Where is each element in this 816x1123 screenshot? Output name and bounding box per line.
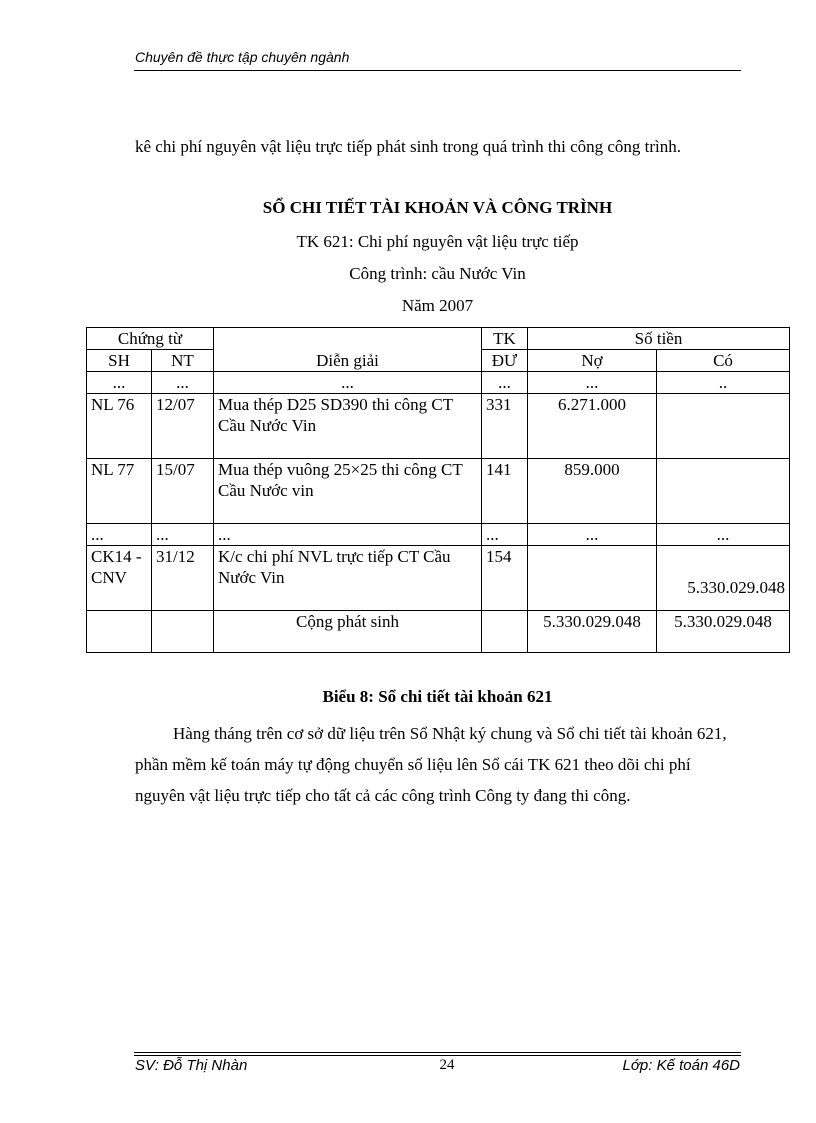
intro-paragraph: kê chi phí nguyên vật liệu trực tiếp phát sinh trong quá trình thi công công trình.	[135, 137, 682, 156]
col-header-sh: SH	[87, 350, 152, 372]
col-header-tk: TK	[482, 328, 528, 350]
cell-sh: ...	[87, 524, 152, 546]
footer-divider-secondary	[134, 1055, 741, 1056]
body-paragraph	[135, 718, 740, 811]
cell-tk: 141	[482, 459, 528, 524]
table-row	[87, 394, 790, 459]
cell-no: ...	[528, 524, 657, 546]
table-row	[87, 372, 790, 394]
cell-co: ..	[657, 372, 790, 394]
col-header-co: Có	[657, 350, 790, 372]
cell-desc: Mua thép D25 SD390 thi công CT Cầu Nước Vin	[214, 394, 482, 459]
body-paragraph-text: Hàng tháng trên cơ sở dữ liệu trên Sổ Nhật ký chung và Sổ chi tiết tài khoản 621, phần mềm kế toán máy tự động chuyển số liệu lên Sổ cái TK 621 theo dõi chi phí nguyên vật liệu trực tiếp cho tất cả các công trình Công ty đang thi công.	[135, 724, 727, 805]
cell-sh: NL 76	[87, 394, 152, 459]
cell-nt: 31/12	[152, 546, 214, 611]
cell-no: ...	[528, 372, 657, 394]
cell-tk: 154	[482, 546, 528, 611]
cell-nt	[152, 611, 214, 653]
account-line: TK 621: Chi phí nguyên vật liệu trực tiếp	[296, 232, 579, 251]
cell-no: 859.000	[528, 459, 657, 524]
cell-sh: NL 77	[87, 459, 152, 524]
cell-nt: 15/07	[152, 459, 214, 524]
ledger-table	[86, 327, 790, 653]
project-line: Công trình: cầu Nước Vin	[349, 264, 526, 283]
table-caption: Biểu 8: Sổ chi tiết tài khoản 621	[322, 687, 553, 706]
cell-tk: 331	[482, 394, 528, 459]
cell-nt: 12/07	[152, 394, 214, 459]
cell-tk: ...	[482, 372, 528, 394]
cell-co	[657, 394, 790, 459]
cell-sh	[87, 611, 152, 653]
table-total-row	[87, 611, 790, 653]
footer-divider	[134, 1052, 741, 1053]
page-number: 24	[439, 1057, 455, 1073]
table-row	[87, 546, 790, 611]
cell-no	[528, 546, 657, 611]
footer-student: SV: Đỗ Thị Nhàn	[135, 1057, 248, 1074]
header-divider	[134, 70, 741, 71]
cell-nt: ...	[152, 372, 214, 394]
cell-tk: ...	[482, 524, 528, 546]
cell-desc: K/c chi phí NVL trực tiếp CT Cầu Nước Vin	[214, 546, 482, 611]
cell-desc: ...	[214, 524, 482, 546]
col-header-chung-tu: Chứng từ	[87, 328, 214, 350]
running-header: Chuyên đề thực tập chuyên ngành	[135, 49, 350, 65]
total-label: Cộng phát sinh	[214, 611, 482, 653]
ledger-title: SỔ CHI TIẾT TÀI KHOẢN VÀ CÔNG TRÌNH	[262, 198, 613, 217]
cell-no: 6.271.000	[528, 394, 657, 459]
table-row	[87, 524, 790, 546]
cell-co: ...	[657, 524, 790, 546]
cell-sh: CK14 -CNV	[87, 546, 152, 611]
col-header-nt: NT	[152, 350, 214, 372]
total-no: 5.330.029.048	[528, 611, 657, 653]
col-header-no: Nợ	[528, 350, 657, 372]
cell-nt: ...	[152, 524, 214, 546]
col-header-so-tien: Số tiền	[528, 328, 790, 350]
cell-desc: Mua thép vuông 25×25 thi công CT Cầu Nước vin	[214, 459, 482, 524]
cell-tk	[482, 611, 528, 653]
cell-desc: ...	[214, 372, 482, 394]
col-header-dien-giai: Diễn giải	[214, 328, 482, 372]
total-co: 5.330.029.048	[657, 611, 790, 653]
table-header-row	[87, 328, 790, 350]
footer-class: Lớp: Kế toán 46D	[622, 1057, 740, 1074]
table-row	[87, 459, 790, 524]
cell-sh: ...	[87, 372, 152, 394]
cell-co: 5.330.029.048	[657, 546, 790, 611]
cell-co	[657, 459, 790, 524]
year-line: Năm 2007	[401, 296, 474, 315]
col-header-du: ĐƯ	[482, 350, 528, 372]
